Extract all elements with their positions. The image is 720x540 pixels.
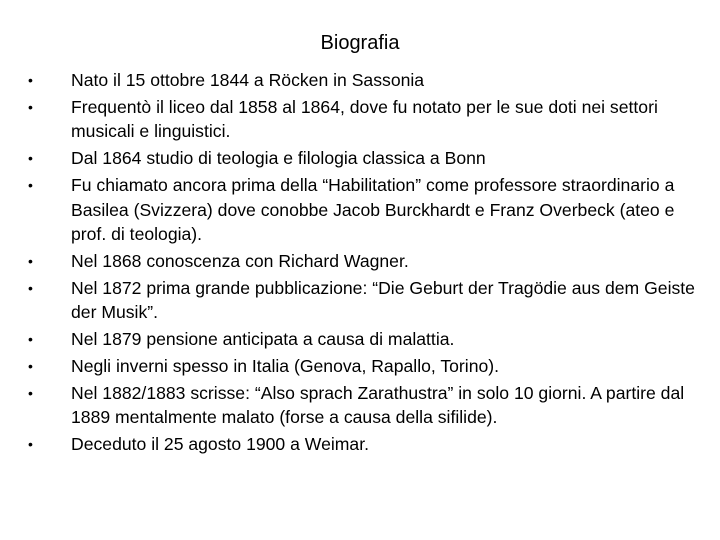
bullet-item xyxy=(24,354,704,378)
bullet-text: Deceduto il 25 agosto 1900 a Weimar. xyxy=(71,434,369,455)
bullet-item xyxy=(24,249,704,273)
bullet-item xyxy=(24,327,704,351)
bullet-icon: • xyxy=(28,436,33,453)
bullet-item xyxy=(24,173,704,246)
bullet-text: Nel 1868 conoscenza con Richard Wagner. xyxy=(71,250,409,271)
bullet-icon: • xyxy=(28,150,33,167)
bullet-item xyxy=(24,276,704,325)
bullet-text: Frequentò il liceo dal 1858 al 1864, dove fu notato per le sue doti nei settori musicali e linguistici. xyxy=(71,96,658,142)
bullet-icon: • xyxy=(28,279,33,296)
bullet-text: Nel 1872 prima grande pubblicazione: “Die Geburt der Tragödie aus dem Geiste der Musik”. xyxy=(71,277,695,323)
bullet-item xyxy=(24,68,704,92)
bullet-text: Negli inverni spesso in Italia (Genova, Rapallo, Torino). xyxy=(71,355,500,376)
bullet-item xyxy=(24,146,704,170)
bullet-text: Nel 1879 pensione anticipata a causa di malattia. xyxy=(71,329,455,350)
bullet-text: Dal 1864 studio di teologia e filologia classica a Bonn xyxy=(71,148,486,169)
bullet-icon: • xyxy=(28,177,33,194)
bullet-text: Fu chiamato ancora prima della “Habilitation” come professore straordinario a Basilea (Svizzera) dove conobbe Jacob Burckhardt e Franz Overbeck (ateo e prof. di teologia). xyxy=(71,175,675,244)
bullet-list xyxy=(24,68,704,459)
bullet-text: Nel 1882/1883 scrisse: “Also sprach Zarathustra” in solo 10 giorni. A partire dal 1889 mentalmente malato (forse a causa della sifilide). xyxy=(71,382,685,428)
slide-title: Biografia xyxy=(320,32,400,54)
bullet-icon: • xyxy=(28,384,33,401)
bullet-icon: • xyxy=(28,72,33,88)
bullet-icon: • xyxy=(28,357,33,374)
bullet-icon: • xyxy=(28,331,33,348)
bullet-item xyxy=(24,432,704,456)
bullet-item xyxy=(24,95,704,144)
bullet-icon: • xyxy=(28,98,33,115)
bullet-icon: • xyxy=(28,252,33,269)
bullet-item xyxy=(24,381,704,430)
bullet-text: Nato il 15 ottobre 1844 a Röcken in Sassonia xyxy=(71,70,425,90)
